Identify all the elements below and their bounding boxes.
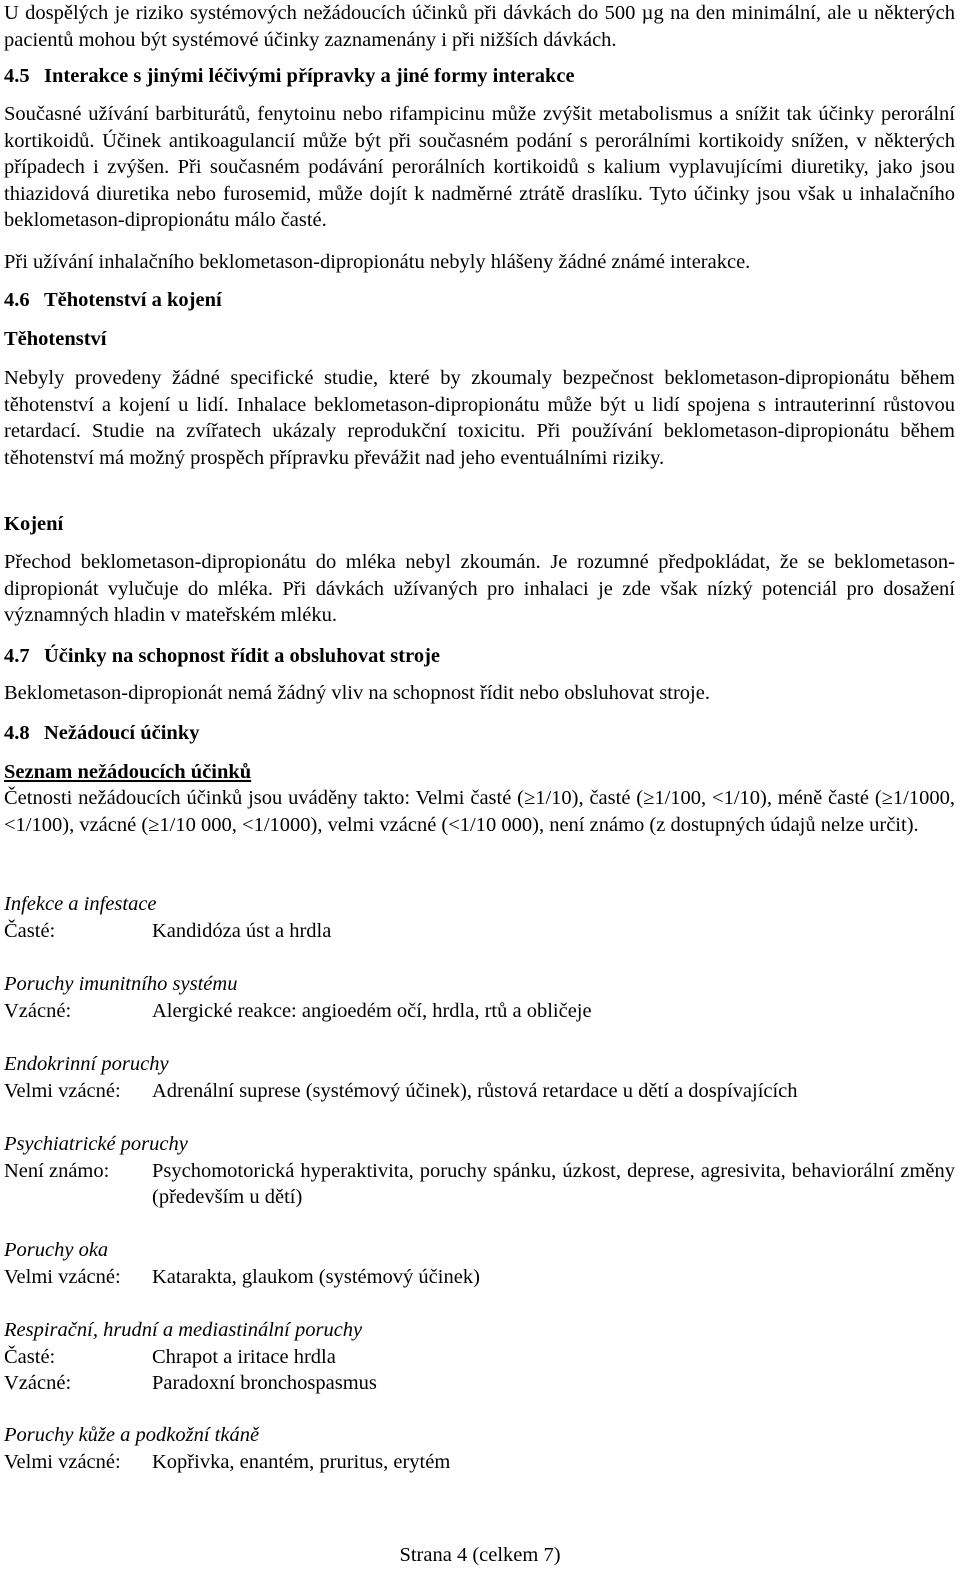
group-eye bbox=[4, 1237, 955, 1290]
effect-value: Alergické reakce: angioedém očí, hrdla, rtů a obličeje bbox=[152, 999, 592, 1022]
adverse-row bbox=[4, 998, 955, 1025]
section-4-7-heading bbox=[4, 643, 955, 670]
group-name: Poruchy kůže a podkožní tkáně bbox=[4, 1424, 260, 1446]
section-title: Účinky na schopnost řídit a obsluhovat stroje bbox=[44, 645, 441, 667]
effect-value: Chrapot a iritace hrdla bbox=[152, 1345, 336, 1368]
frequency-definition: Četnosti nežádoucích účinků jsou uváděny takto: Velmi časté (≥1/10), časté (≥1/100, <1/10), méně časté (≥1/1000, <1/100), vzácné (≥1/10 000, <1/1000), velmi vzácné (<1/10 000), není známo (z dostupných údajů nelze určit). bbox=[4, 787, 955, 836]
driving-paragraph: Beklometason-dipropionát nemá žádný vliv na schopnost řídit nebo obsluhovat stroje. bbox=[4, 682, 710, 704]
effect-value: Paradoxní bronchospasmus bbox=[152, 1372, 377, 1394]
group-psychiatric bbox=[4, 1131, 955, 1211]
section-title: Interakce s jinými léčivými přípravky a jiné formy interakce bbox=[44, 65, 575, 87]
interactions-paragraph: Současné užívání barbiturátů, fenytoinu nebo rifampicinu může zvýšit metabolismus a snížit tak účinky perorální kortikoidů. Účinek antikoagulancií může být při současném podání s perorálními kortikoidy snížen, v některých případech i zvýšen. Při současném podávání perorálních kortikoidů s kalium vyplavujícími diuretiky, jako jsou thiazidová diuretika nebo furosemid, může dojít k nadměrné ztrátě draslíku. Tyto účinky jsou však u inhalačního beklometason-dipropionátu málo časté. bbox=[4, 103, 955, 231]
adverse-row bbox=[4, 1449, 955, 1476]
group-name: Endokrinní poruchy bbox=[4, 1053, 169, 1075]
pregnancy-paragraph: Nebyly provedeny žádné specifické studie, které by zkoumaly bezpečnost beklometason-dipropionátu během těhotenství a kojení u lidí. Inhalace beklometason-dipropionátu může být u lidí spojena s intrauterinní růstovou retardací. Studie na zvířatech ukázaly reprodukční toxicitu. Při používání beklometason-dipropionátu během těhotenství má možný prospěch přípravku převážit nad jeho eventuálními riziky. bbox=[4, 367, 955, 469]
section-4-8-heading bbox=[4, 720, 955, 747]
effect-value: Adrenální suprese (systémový účinek), růstová retardace u dětí a dospívajících bbox=[152, 1079, 798, 1102]
frequency-label: Vzácné: bbox=[4, 999, 72, 1022]
section-number: 4.5 bbox=[4, 65, 30, 87]
group-name: Respirační, hrudní a mediastinální poruchy bbox=[4, 1319, 363, 1341]
group-name: Psychiatrické poruchy bbox=[4, 1133, 188, 1155]
pregnancy-subheading: Těhotenství bbox=[4, 328, 107, 350]
group-immune bbox=[4, 971, 955, 1024]
frequency-label: Velmi vzácné: bbox=[4, 1079, 121, 1102]
group-name: Poruchy imunitního systému bbox=[4, 973, 238, 995]
section-title: Těhotenství a kojení bbox=[44, 289, 222, 311]
group-name: Infekce a infestace bbox=[4, 893, 157, 915]
adverse-list-title: Seznam nežádoucích účinků bbox=[4, 761, 252, 783]
frequency-label: Časté: bbox=[4, 919, 56, 942]
group-infections bbox=[4, 891, 955, 944]
frequency-label: Není známo: bbox=[4, 1159, 110, 1182]
frequency-label: Vzácné: bbox=[4, 1372, 72, 1394]
effect-value: Katarakta, glaukom (systémový účinek) bbox=[152, 1265, 480, 1288]
effect-value: Kandidóza úst a hrdla bbox=[152, 919, 332, 942]
group-name: Poruchy oka bbox=[4, 1239, 109, 1261]
group-endocrine bbox=[4, 1051, 955, 1104]
section-title: Nežádoucí účinky bbox=[44, 722, 200, 744]
adverse-row bbox=[4, 1370, 955, 1397]
adverse-row bbox=[4, 1158, 955, 1211]
page-footer: Strana 4 (celkem 7) bbox=[399, 1544, 561, 1566]
group-skin bbox=[4, 1422, 955, 1475]
section-number: 4.6 bbox=[4, 289, 30, 311]
no-interactions-paragraph: Při užívání inhalačního beklometason-dipropionátu nebyly hlášeny žádné známé interakce. bbox=[4, 251, 751, 273]
adverse-row bbox=[4, 1264, 955, 1291]
frequency-label: Časté: bbox=[4, 1345, 56, 1368]
adverse-row bbox=[4, 1344, 955, 1371]
section-number: 4.8 bbox=[4, 722, 30, 744]
frequency-label: Velmi vzácné: bbox=[4, 1450, 121, 1473]
breastfeeding-subheading: Kojení bbox=[4, 513, 64, 535]
section-4-6-heading bbox=[4, 287, 955, 314]
section-number: 4.7 bbox=[4, 645, 30, 667]
adverse-row bbox=[4, 1078, 955, 1105]
frequency-label: Velmi vzácné: bbox=[4, 1265, 121, 1288]
effect-value: Kopřivka, enantém, pruritus, erytém bbox=[152, 1450, 451, 1473]
intro-paragraph: U dospělých je riziko systémových nežádoucích účinků při dávkách do 500 µg na den minimální, ale u některých pacientů mohou být systémové účinky zaznamenány i při nižších dávkách. bbox=[4, 2, 955, 51]
section-4-5-heading bbox=[4, 63, 955, 90]
effect-value: Psychomotorická hyperaktivita, poruchy spánku, úzkost, deprese, agresivita, behaviorální změny (především u dětí) bbox=[152, 1159, 955, 1208]
group-respiratory bbox=[4, 1317, 955, 1397]
adverse-row bbox=[4, 918, 955, 945]
breastfeeding-paragraph: Přechod beklometason-dipropionátu do mléka nebyl zkoumán. Je rozumné předpokládat, že se beklometason-dipropionát vylučuje do mléka. Při dávkách užívaných pro inhalaci je zde však nízký potenciál pro dosažení významných hladin v mateřském mléku. bbox=[4, 551, 955, 626]
